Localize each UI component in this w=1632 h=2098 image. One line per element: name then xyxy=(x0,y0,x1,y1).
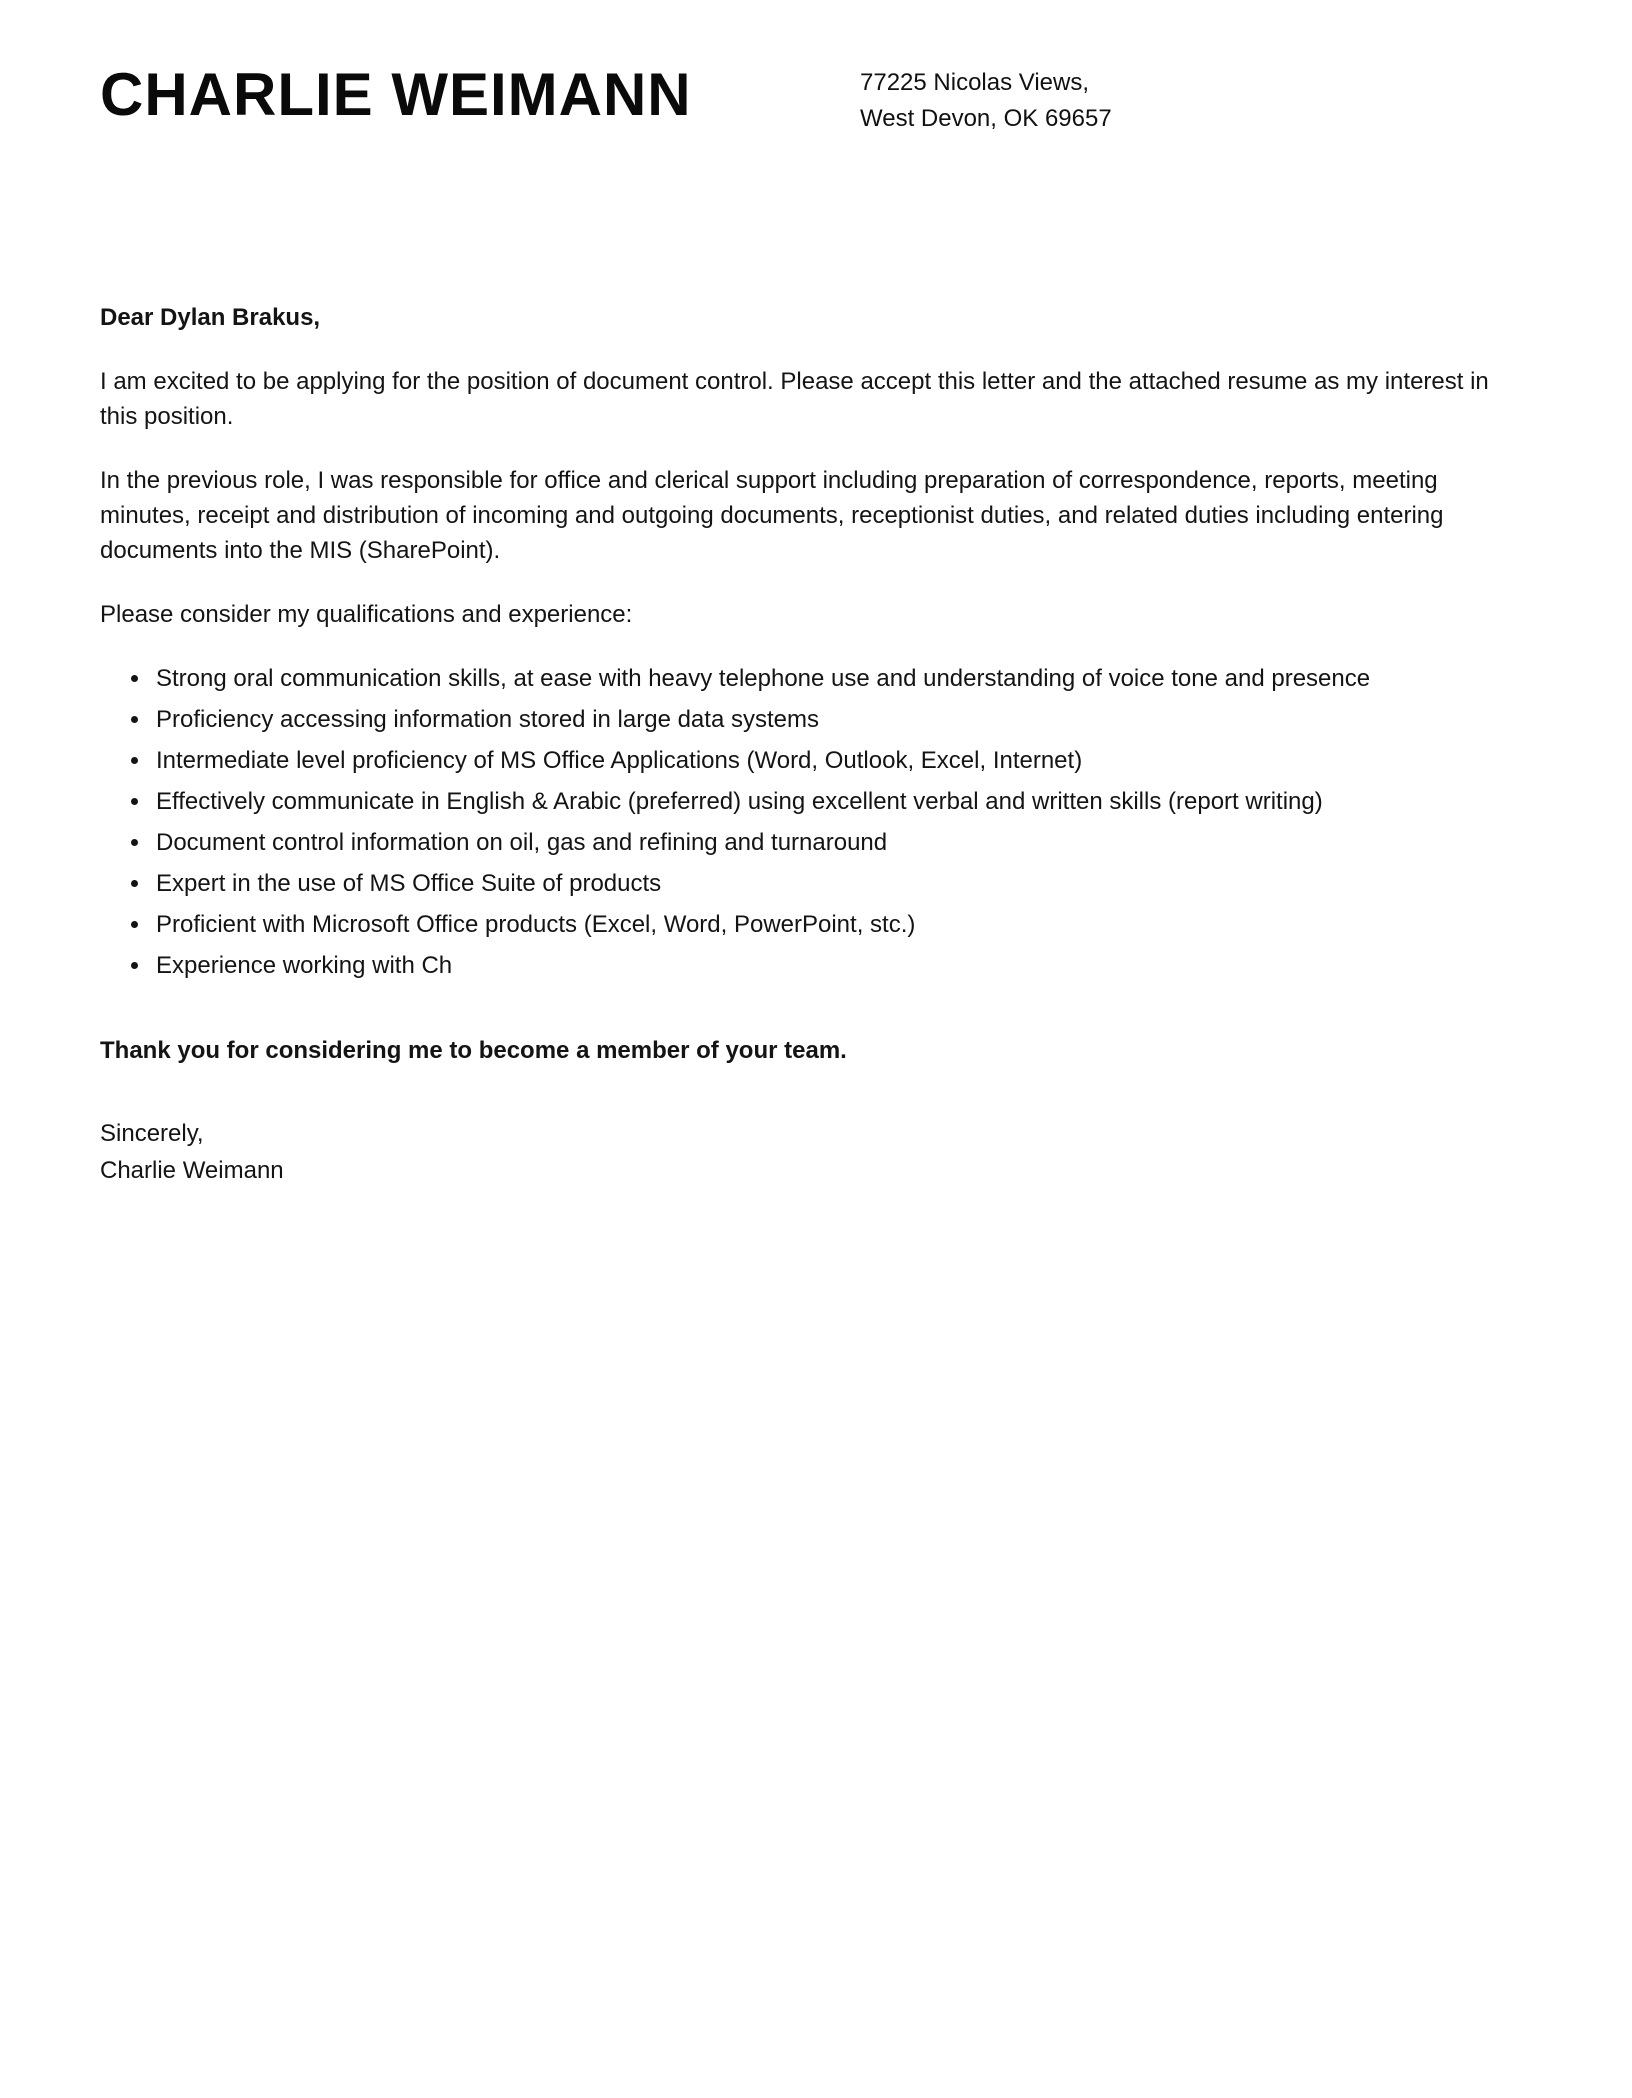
qualification-item: • Effectively communicate in English & Arabic (preferred) using excellent verbal and written skills (report writing) xyxy=(152,784,1460,819)
signature-name: Charlie Weimann xyxy=(100,1157,284,1184)
qualifications-list xyxy=(100,661,1460,983)
qualification-item: • Document control information on oil, gas and refining and turnaround xyxy=(152,825,1460,860)
letter-header xyxy=(100,55,1500,215)
qualification-item: • Proficient with Microsoft Office products (Excel, Word, PowerPoint, stc.) xyxy=(152,907,1460,942)
closing-statement: Thank you for considering me to become a member of your team. xyxy=(100,1037,847,1064)
paragraph-intro: I am excited to be applying for the position of document control. Please accept this letter and the attached resume as my interest in this position. xyxy=(100,368,1489,430)
salutation: Dear Dylan Brakus, xyxy=(100,304,321,331)
address-line-1: 77225 Nicolas Views, xyxy=(860,69,1090,96)
qualification-item: • Experience working with Ch xyxy=(152,948,1460,983)
address-line-2: West Devon, OK 69657 xyxy=(860,105,1112,132)
qualification-item: • Strong oral communication skills, at ease with heavy telephone use and understanding of voice tone and presence xyxy=(152,661,1460,696)
qualifications-intro: Please consider my qualifications and experience: xyxy=(100,601,633,628)
qualification-item: • Proficiency accessing information stored in large data systems xyxy=(152,702,1460,737)
qualification-item: • Intermediate level proficiency of MS Office Applications (Word, Outlook, Excel, Internet) xyxy=(152,743,1460,778)
qualification-item: • Expert in the use of MS Office Suite of products xyxy=(152,866,1460,901)
paragraph-previous-role: In the previous role, I was responsible for office and clerical support including preparation of correspondence, reports, meeting minutes, receipt and distribution of incoming and outgoing documents, receptionist duties, and related duties including entering documents into the MIS (SharePoint). xyxy=(100,467,1444,564)
signoff: Sincerely, xyxy=(100,1120,204,1147)
applicant-name-heading: CHARLIE WEIMANN xyxy=(100,61,692,128)
address-block xyxy=(860,65,1112,137)
